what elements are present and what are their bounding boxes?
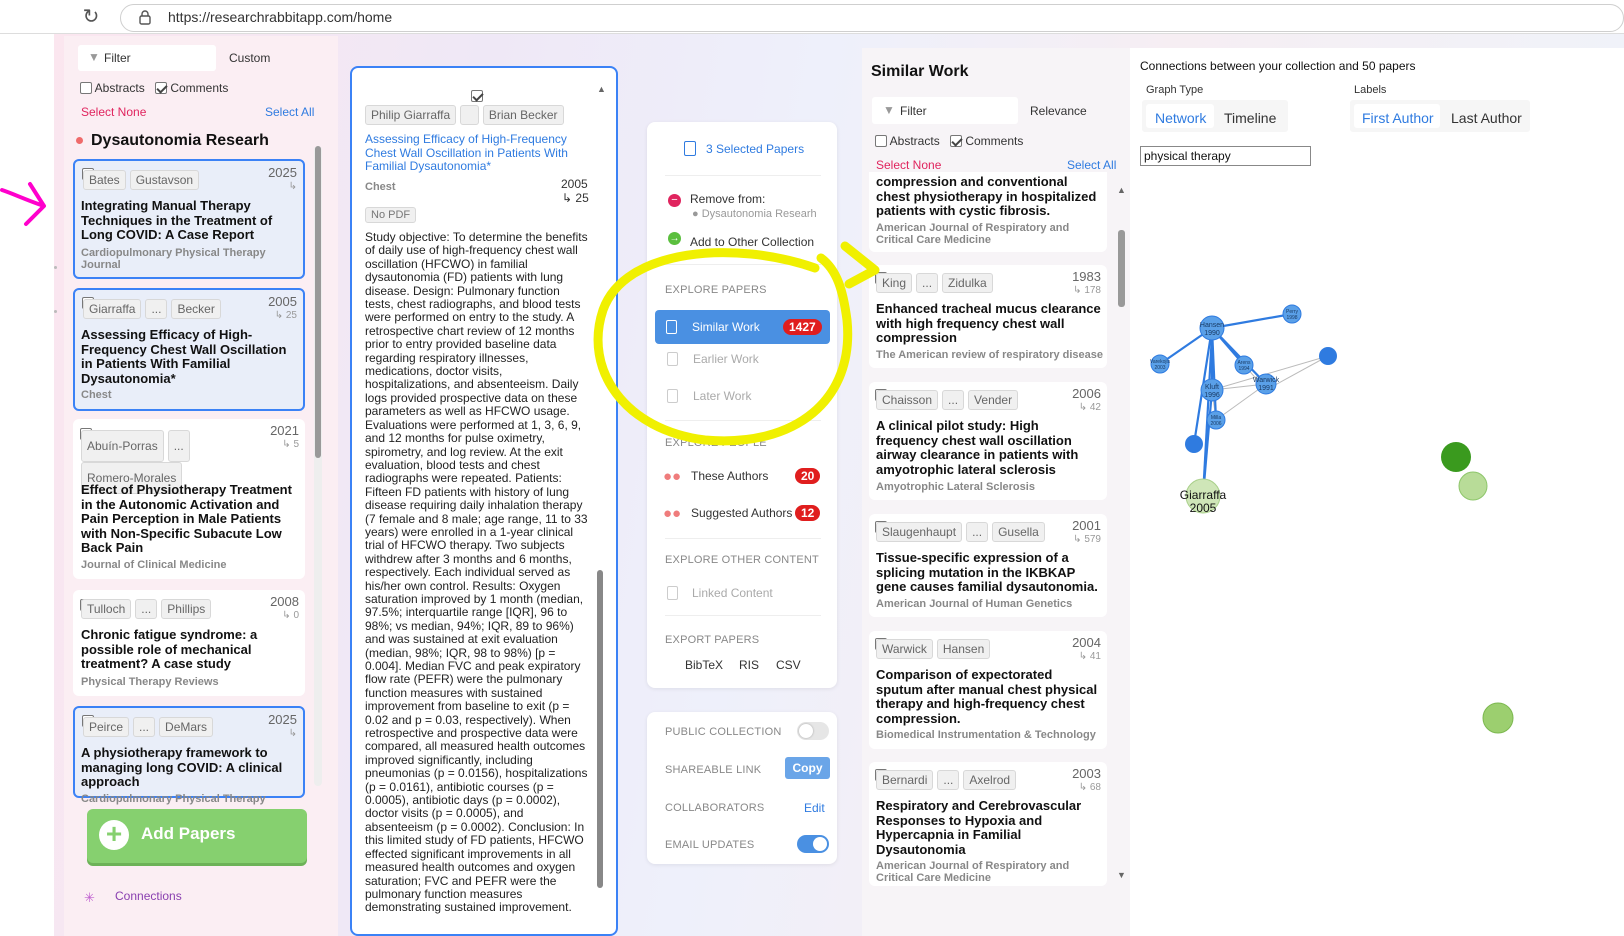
more-authors-chip[interactable]: ...: [942, 390, 964, 410]
paper-journal: Journal of Clinical Medicine: [81, 559, 227, 571]
author-chip[interactable]: Zidulka: [942, 273, 993, 293]
explore-other-heading: EXPLORE OTHER CONTENT: [665, 554, 819, 566]
similar-select-none[interactable]: Select None: [876, 158, 942, 172]
detail-cites-value: 25: [575, 191, 589, 205]
node-year: 1991: [1258, 385, 1274, 392]
author-chip[interactable]: Abuín-Porras: [81, 430, 164, 462]
paper-journal: Cardiopulmonary Physical Therapy Journal: [81, 247, 266, 271]
paper-card[interactable]: [73, 706, 305, 805]
abstracts-checkbox[interactable]: [875, 135, 887, 147]
url-text: https://researchrabbitapp.com/home: [168, 9, 393, 25]
node-year: 1996: [1204, 392, 1220, 399]
graph-node-green: [1459, 472, 1487, 500]
paper-journal: Biomedical Instrumentation & Technology: [876, 729, 1096, 741]
detail-scrollbar-thumb[interactable]: [597, 570, 603, 888]
author-chip[interactable]: Hansen: [937, 639, 990, 659]
cites-count: ↳ 42: [1078, 402, 1101, 413]
cites-count: ↳ 0: [282, 610, 299, 621]
suggested-authors-button[interactable]: Suggested Authors: [691, 506, 793, 520]
cites-count: ↳ 5: [282, 439, 299, 450]
cites-value: 579: [1084, 534, 1101, 545]
more-authors-chip[interactable]: ...: [168, 430, 190, 462]
remove-from-button[interactable]: Remove from:: [690, 192, 766, 206]
comments-checkbox[interactable]: [950, 135, 962, 147]
cites-count: ↳ 68: [1078, 782, 1101, 793]
paper-year: 2008: [270, 594, 299, 609]
node-label: Milla: [1210, 415, 1222, 421]
paper-title: Respiratory and Cerebrovascular Responses to Hypoxia and Hypercapnia in Familial Dysautonomia: [876, 798, 1082, 857]
similar-filter-label: Filter: [900, 104, 927, 118]
node-year: 2005: [1189, 501, 1217, 515]
graph-node-green: [1441, 442, 1471, 472]
paper-title: Comparison of expectorated sputum after manual chest physical therapy and high-frequency chest compression.: [876, 667, 1098, 726]
lock-icon: [138, 9, 152, 25]
select-all-link[interactable]: Select All: [265, 105, 315, 119]
author-chip[interactable]: Peirce: [83, 717, 129, 737]
more-authors-chip[interactable]: ...: [133, 717, 155, 737]
author-chip[interactable]: Giarraffa: [83, 299, 141, 319]
paper-year: 1983: [1072, 269, 1101, 284]
graph-node: [1319, 347, 1337, 365]
divider: [665, 615, 821, 616]
abstract-text: Study objective: To determine the benefits of daily use of high-frequency chest wall oscillation (HFCWO) in familial dysautonomia (FD) patients with lung disease. Design: Pulmonary function tests, chest radiographs, and blood tests were performed on entry to the study. A retrospective chart review of 12 months prior to entry provided baseline data regarding respiratory illnesses, medications, doctor visits, hospitalizations, and absenteeism. Daily logs provided prospective data on these parameters as well as HFCWO usage. Evaluations were performed at 1, 3, 6, 9, and 12 months for pulse oximetry, spirometry, and log review. At the exit evaluation, blood tests and chest radiographs were repeated. Patients: Fifteen FD patients with history of lung disease requiring daily inhalation therapy (7 female and 8 male; age range, 11 to 33 years) were enrolled in a 1-year clinical trial of HFCWO therapy. Two subjects withdrew after 3 months and 6 months, respectively. Each individual served as his/her own control. Results: Oxygen saturation improved by 1 month (median, 97.5%; interquartile range [IQR], 96 to 98%; vs median, 94%; IQR, 89 to 96%) and was sustained at exit evaluation (median, 98%; IQR, 98 to 98%) [p = 0.004]. Median FVC and peak expiratory flow rate (PEFR) were the pulmonary function measures with sustained improvement from baseline to exit (p = 0.02 and p = 0.03, respectively). When retrospective and prospective data were compared, all measured health outcomes improved significantly, including pneumonias (p = 0.0156), hospitalizations (p = 0.0161), antibiotic courses (p = 0.0005), antibiotic days (p = 0.0002), doctor visits (p = 0.0005), and absenteeism (p = 0.0002). Conclusion: In this limited study of FD patients, HFCWO effected significant improvements in all measured health outcomes and oxygen saturation; FVC and PEFR were the pulmonary function measures demonstrating sustained improvement.: [365, 230, 588, 915]
comments-checkbox[interactable]: [155, 82, 167, 94]
sort-relevance[interactable]: Relevance: [1030, 104, 1087, 118]
author-chip[interactable]: King: [876, 273, 912, 293]
node-label: Kluft: [1204, 384, 1220, 391]
scroll-up-icon[interactable]: ▲: [597, 84, 606, 94]
cites-icon: ↳: [288, 728, 297, 739]
export-bibtex-button[interactable]: BibTeX: [685, 658, 724, 672]
paper-card[interactable]: [73, 590, 305, 696]
comments-toggle[interactable]: [155, 81, 228, 95]
handle-dot: [54, 266, 57, 269]
add-icon[interactable]: →: [669, 233, 680, 244]
tab-first-author[interactable]: First Author: [1362, 110, 1434, 126]
cites-value: 5: [293, 439, 299, 450]
paper-title: A physiotherapy framework to managing long COVID: A clinical approach: [81, 745, 283, 789]
paper-year: 2004: [1072, 635, 1101, 650]
collection-title[interactable]: Dysautonomia Researh: [91, 132, 269, 149]
explore-papers-heading: EXPLORE PAPERS: [665, 284, 767, 296]
similar-paper-card[interactable]: [869, 514, 1107, 617]
node-label: Warwick: [1252, 377, 1280, 384]
detail-year: 2005: [561, 177, 588, 191]
more-authors-chip[interactable]: [460, 105, 479, 125]
graph-search-input[interactable]: physical therapy: [1140, 146, 1311, 166]
author-chip[interactable]: Gusella: [992, 522, 1045, 542]
similar-paper-card[interactable]: [869, 762, 1107, 886]
cites-value: 68: [1089, 782, 1101, 793]
similar-abstracts-toggle[interactable]: [875, 134, 940, 148]
author-chip[interactable]: Tulloch: [81, 599, 131, 619]
abstracts-toggle[interactable]: [80, 81, 145, 95]
node-label: Giarraffa: [1179, 488, 1227, 502]
these-authors-button[interactable]: These Authors: [691, 469, 769, 483]
export-ris-button[interactable]: RIS: [739, 658, 760, 672]
cites-count: ↳ 41: [1078, 651, 1101, 662]
public-collection-label: PUBLIC COLLECTION: [665, 726, 782, 738]
export-csv-button[interactable]: CSV: [776, 658, 801, 672]
detail-checkbox[interactable]: [471, 90, 483, 102]
sort-custom[interactable]: Custom: [229, 51, 271, 65]
remove-collection-name: ● Dysautonomia Researh: [692, 208, 817, 220]
cites-icon: ↳: [288, 181, 297, 192]
detail-journal: Chest: [365, 181, 396, 193]
paper-journal: American Journal of Respiratory and Critical Care Medicine: [876, 222, 1070, 246]
document-icon: [684, 141, 696, 156]
paper-journal: Cardiopulmonary Physical Therapy: [81, 793, 266, 805]
similar-work-heading: Similar Work: [871, 63, 969, 80]
node-year: 1990: [1204, 330, 1220, 337]
similar-select-all[interactable]: Select All: [1067, 158, 1117, 172]
more-authors-chip[interactable]: ...: [937, 770, 959, 790]
scroll-up-icon[interactable]: ▲: [1117, 185, 1126, 195]
more-authors-chip[interactable]: ...: [916, 273, 938, 293]
similar-scrollbar-thumb[interactable]: [1118, 230, 1125, 307]
paper-year: 2025: [268, 165, 297, 180]
detail-title-link[interactable]: Assessing Efficacy of High-Frequency Chest Wall Oscillation in Patients With Familial Dysautonomia*: [365, 132, 568, 173]
node-year: 2006: [1210, 421, 1222, 427]
annotation-highlight-icon: [585, 240, 875, 455]
add-papers-label: Add Papers: [141, 824, 236, 843]
linked-content-button[interactable]: Linked Content: [692, 586, 773, 600]
author-chip[interactable]: Romero-Morales: [81, 462, 182, 494]
similar-count-badge: 1427: [783, 319, 822, 335]
paper-card[interactable]: [73, 419, 305, 579]
paper-journal: American Journal of Respiratory and Critical Care Medicine: [876, 860, 1070, 884]
later-work-button[interactable]: Later Work: [693, 389, 752, 403]
graph-type-label: Graph Type: [1146, 84, 1204, 96]
node-year: 1994: [1238, 366, 1250, 372]
edit-collaborators-link[interactable]: Edit: [804, 801, 825, 815]
tab-timeline[interactable]: Timeline: [1224, 110, 1277, 126]
remove-icon[interactable]: −: [668, 194, 681, 207]
annotation-arrow-icon: [0, 176, 50, 230]
paper-year: 2005: [268, 294, 297, 309]
more-authors-chip[interactable]: ...: [966, 522, 988, 542]
node-label: Hansen: [1199, 322, 1225, 329]
author-chip[interactable]: Becker: [171, 299, 220, 319]
cites-value: 0: [293, 610, 299, 621]
people-icon: ●●: [663, 468, 682, 485]
paper-journal: The American review of respiratory disease: [876, 349, 1104, 361]
cites-value: 25: [285, 310, 297, 321]
network-graph[interactable]: [1130, 290, 1624, 740]
paper-year: 2021: [270, 423, 299, 438]
comments-label: Comments: [170, 81, 229, 95]
tab-network[interactable]: Network: [1155, 110, 1207, 126]
connections-icon: ✳: [84, 890, 95, 905]
paper-journal: Physical Therapy Reviews: [81, 676, 219, 688]
node-label: Varekojis: [1149, 359, 1171, 365]
paper-year: 2025: [268, 712, 297, 727]
cites-value: 178: [1084, 285, 1101, 296]
paper-journal: Chest: [81, 389, 112, 401]
explore-people-heading: EXPLORE PEOPLE: [665, 437, 767, 449]
selected-papers-link[interactable]: 3 Selected Papers: [706, 142, 805, 156]
paper-title: Integrating Manual Therapy Techniques in the Treatment of Long COVID: A Case Report: [81, 198, 273, 242]
author-chip[interactable]: Axelrod: [963, 770, 1016, 790]
graph-main-edges: [1160, 314, 1292, 496]
divider: [665, 175, 821, 176]
node-label: Perry: [1286, 309, 1298, 315]
graph-node-green: [1483, 703, 1513, 733]
similar-work-label: Similar Work: [692, 320, 760, 334]
similar-paper-card[interactable]: [869, 172, 1107, 252]
node-year: 2003: [1154, 365, 1166, 371]
paper-journal: Amyotrophic Lateral Sclerosis: [876, 481, 1035, 493]
detail-cites: ↳ 25: [562, 191, 589, 205]
author-chip[interactable]: Bates: [83, 170, 126, 190]
author-chip[interactable]: Slaugenhaupt: [876, 522, 962, 542]
similar-comments-toggle[interactable]: [950, 134, 1023, 148]
comments-label: Comments: [965, 134, 1024, 148]
author-chip[interactable]: DeMars: [159, 717, 213, 737]
cites-count: ↳ 178: [1073, 285, 1101, 296]
divider: [665, 538, 821, 539]
author-chip[interactable]: Brian Becker: [483, 105, 564, 125]
public-collection-toggle[interactable]: [797, 722, 829, 740]
select-none-link[interactable]: Select None: [81, 105, 147, 119]
author-chip[interactable]: Gustavson: [130, 170, 199, 190]
handle-dot: [54, 310, 57, 313]
cites-value: 41: [1089, 651, 1101, 662]
abstracts-label: Abstracts: [94, 81, 145, 95]
copy-link-button[interactable]: Copy: [785, 757, 830, 779]
people-icon: ●●: [663, 505, 682, 522]
add-to-other-collection-button[interactable]: Add to Other Collection: [690, 235, 815, 249]
similar-paper-card[interactable]: [869, 631, 1107, 749]
node-year: 1998: [1286, 315, 1298, 321]
reload-icon[interactable]: ↻: [82, 6, 100, 28]
paper-title: Tissue-specific expression of a splicing mutation in the IKBKAP gene causes familial dysautonomia.: [876, 550, 1098, 594]
paper-card[interactable]: [73, 288, 305, 411]
cites-count: ↳ 579: [1073, 534, 1101, 545]
paper-card[interactable]: [73, 159, 305, 279]
tab-last-author[interactable]: Last Author: [1451, 110, 1522, 126]
filter-icon: ▼: [883, 103, 895, 117]
paper-title: compression and conventional chest physiotherapy in hospitalized patients with cystic fibrosis.: [876, 174, 1097, 218]
abstracts-label: Abstracts: [889, 134, 940, 148]
scroll-down-icon[interactable]: ▼: [1117, 870, 1126, 880]
paper-title: Enhanced tracheal mucus clearance with high frequency chest wall compression: [876, 301, 1101, 345]
toggle-knob: [813, 837, 827, 851]
author-chip[interactable]: Phillips: [161, 599, 211, 619]
email-updates-toggle[interactable]: [797, 835, 829, 853]
collection-dot-icon: [76, 137, 83, 144]
paper-title: Chronic fatigue syndrome: a possible role of mechanical treatment? A case study: [81, 627, 258, 671]
filter-label: Filter: [104, 51, 131, 65]
similar-paper-card[interactable]: [869, 265, 1107, 368]
no-pdf-badge: No PDF: [365, 207, 416, 223]
cites-count: ↳ 25: [274, 310, 297, 321]
similar-paper-card[interactable]: [869, 382, 1107, 500]
these-authors-badge: 20: [795, 468, 820, 484]
author-chip[interactable]: Vender: [968, 390, 1018, 410]
connections-link[interactable]: Connections: [115, 889, 182, 903]
document-icon: [667, 586, 678, 600]
graph-node: [1185, 435, 1203, 453]
paper-title: Assessing Efficacy of High-Frequency Chest Wall Oscillation in Patients With Familial Dysautonomia*: [81, 327, 287, 386]
export-papers-heading: EXPORT PAPERS: [665, 634, 760, 646]
graph-heading: Connections between your collection and 50 papers: [1140, 59, 1416, 73]
author-chip[interactable]: Chaisson: [876, 390, 938, 410]
filter-icon: ▼: [88, 50, 100, 64]
more-authors-chip[interactable]: ...: [145, 299, 167, 319]
add-papers-button[interactable]: [87, 809, 307, 863]
graph-edges: [1212, 328, 1328, 420]
earlier-work-button[interactable]: Earlier Work: [693, 352, 759, 366]
remove-collection-label: Dysautonomia Researh: [701, 208, 817, 220]
paper-title: Effect of Physiotherapy Treatment in the Autonomic Activation and Pain Perception in Male Patients with Non-Specific Subacute Low Back Pain: [81, 482, 292, 555]
toggle-knob: [799, 724, 813, 738]
author-chip[interactable]: Philip Giarraffa: [365, 105, 456, 125]
abstracts-checkbox[interactable]: [80, 82, 92, 94]
paper-journal: American Journal of Human Genetics: [876, 598, 1073, 610]
suggested-authors-badge: 12: [795, 505, 820, 521]
collaborators-label: COLLABORATORS: [665, 802, 765, 814]
left-scrollbar-thumb[interactable]: [315, 146, 321, 458]
email-updates-label: EMAIL UPDATES: [665, 839, 755, 851]
paper-year: 2006: [1072, 386, 1101, 401]
paper-title: A clinical pilot study: High frequency chest wall oscillation airway clearance in patients with amyotrophic lateral sclerosis: [876, 418, 1079, 477]
author-chip[interactable]: Bernardi: [876, 770, 933, 790]
shareable-link-label: SHAREABLE LINK: [665, 764, 762, 776]
plus-icon: +: [99, 820, 129, 850]
author-chip[interactable]: Warwick: [876, 639, 933, 659]
node-label: Arens: [1237, 360, 1251, 366]
labels-label: Labels: [1354, 84, 1387, 96]
more-authors-chip[interactable]: ...: [135, 599, 157, 619]
cites-value: 42: [1089, 402, 1101, 413]
paper-year: 2001: [1072, 518, 1101, 533]
paper-year: 2003: [1072, 766, 1101, 781]
